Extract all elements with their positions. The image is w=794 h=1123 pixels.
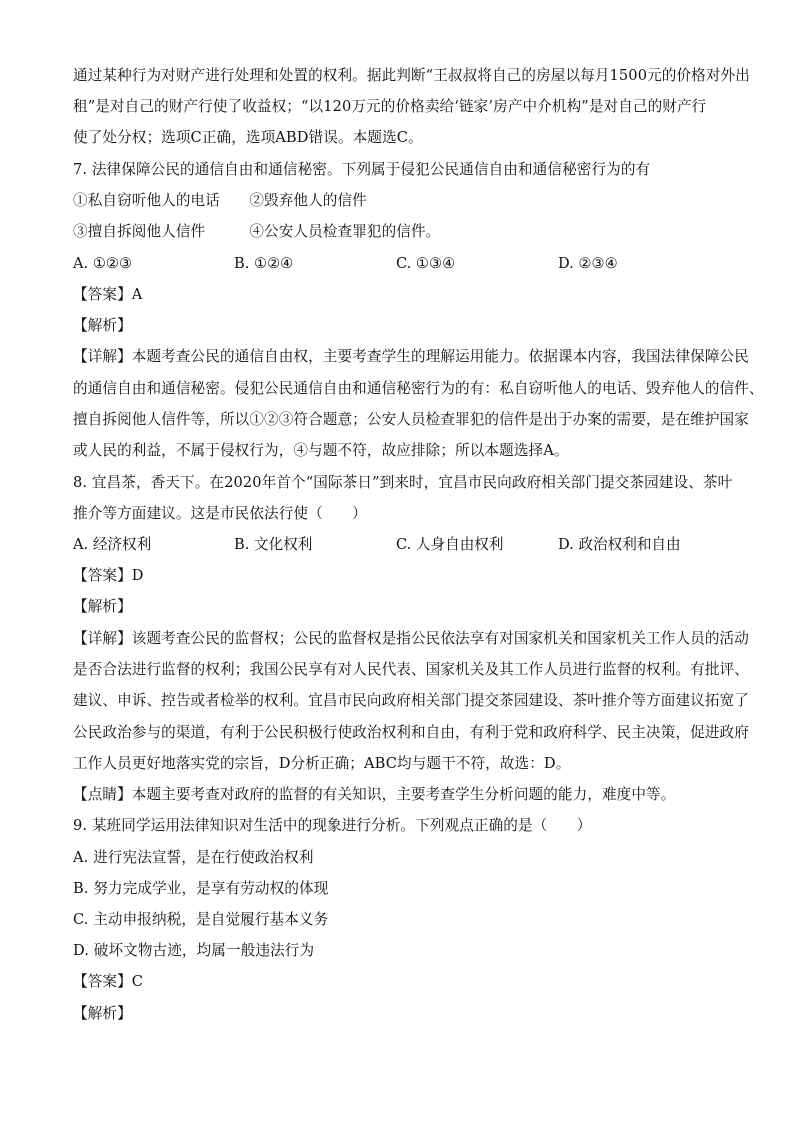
- question-9-stem: 9. 某班同学运用法律知识对生活中的现象进行分析。下列观点正确的是（ ）: [73, 817, 592, 834]
- q7-answer: 【答案】A: [73, 286, 143, 303]
- q7-explanation-line: 擅自拆阅他人信件等，所以①②③符合题意；公安人员检查罪犯的信件是出于办案的需要，是在维护国家: [73, 411, 749, 428]
- q8-option-a: A. 经济权利: [73, 536, 152, 553]
- q7-option-c: C. ①③④: [396, 255, 456, 272]
- q7-option-d: D. ②③④: [558, 255, 618, 272]
- text-line: 租”是对自己的财产行使了收益权；“以120万元的价格卖给‘链家’房产中介机构”是对自己的财产行: [73, 98, 707, 115]
- q8-explanation-line: 【详解】该题考查公民的监督权；公民的监督权是指公民依法享有对国家机关和国家机关工作人员的活动: [73, 630, 749, 647]
- question-8-stem-cont: 推介等方面建议。这是市民依法行使（ ）: [73, 505, 367, 522]
- q8-comment: 【点睛】本题主要考查对政府的监督的有关知识，主要考查学生分析问题的能力，难度中等。: [73, 786, 676, 803]
- q8-explanation-line: 工作人员更好地落实党的宗旨，D分析正确；ABC均与题干不符，故选：D。: [73, 755, 571, 772]
- q8-explanation-line: 建议、申诉、控告或者检举的权利。宜昌市民向政府相关部门提交茶园建设、茶叶推介等方面建议拓宽了: [73, 692, 749, 709]
- q9-option-a: A. 进行宪法宣誓，是在行使政治权利: [73, 849, 314, 866]
- q7-option-a: A. ①②③: [73, 255, 133, 272]
- q7-statement-line: ①私自窃听他人的电话 ②毁弃他人的信件: [73, 192, 367, 209]
- q7-explanation-line: 【详解】本题考查公民的通信自由权，主要考查学生的理解运用能力。依据课本内容，我国法律保障公民: [73, 348, 749, 365]
- q7-option-b: B. ①②④: [234, 255, 294, 272]
- q8-option-c: C. 人身自由权利: [396, 536, 504, 553]
- question-8-stem: 8. 宜昌茶，香天下。在2020年首个“国际茶日”到来时，宜昌市民向政府相关部门提交茶园建设、茶叶: [73, 474, 733, 491]
- q7-statement-line: ③擅自拆阅他人信件 ④公安人员检查罪犯的信件。: [73, 223, 441, 240]
- q9-option-c: C. 主动申报纳税，是自觉履行基本义务: [73, 911, 329, 928]
- q9-option-b: B. 努力完成学业，是享有劳动权的体现: [73, 880, 329, 897]
- question-7-stem: 7. 法律保障公民的通信自由和通信秘密。下列属于侵犯公民通信自由和通信秘密行为的有: [73, 161, 651, 178]
- q7-explanation-line: 或人民的利益，不属于侵权行为，④与题不符，故应排除；所以本题选择A。: [73, 442, 569, 459]
- q8-explanation-line: 是否合法进行监督的权利；我国公民享有对人民代表、国家机关及其工作人员进行监督的权利。有批评、: [73, 661, 749, 678]
- q7-options: [73, 254, 723, 274]
- text-line: 通过某种行为对财产进行处理和处置的权利。据此判断“王叔叔将自己的房屋以每月1500元的价格对外出: [73, 67, 750, 84]
- q8-options: [73, 535, 723, 555]
- text-line: 使了处分权；选项C正确，选项ABD错误。本题选C。: [73, 129, 423, 146]
- q7-analysis-heading: 【解析】: [73, 317, 132, 334]
- q8-analysis-heading: 【解析】: [73, 598, 132, 615]
- q8-option-d: D. 政治权利和自由: [558, 536, 681, 553]
- q7-explanation-line: 的通信自由和通信秘密。侵犯公民通信自由和通信秘密行为的有：私自窃听他人的电话、毁弃他人的信件、: [73, 380, 764, 397]
- q9-option-d: D. 破坏文物古迹，均属一般违法行为: [73, 942, 315, 959]
- q9-answer: 【答案】C: [73, 973, 144, 990]
- q8-option-b: B. 文化权利: [234, 536, 313, 553]
- q8-explanation-line: 公民政治参与的渠道，有利于公民积极行使政治权利和自由，有利于党和政府科学、民主决策，促进政府: [73, 724, 749, 741]
- q8-answer: 【答案】D: [73, 567, 144, 584]
- q9-analysis-heading: 【解析】: [73, 1005, 132, 1022]
